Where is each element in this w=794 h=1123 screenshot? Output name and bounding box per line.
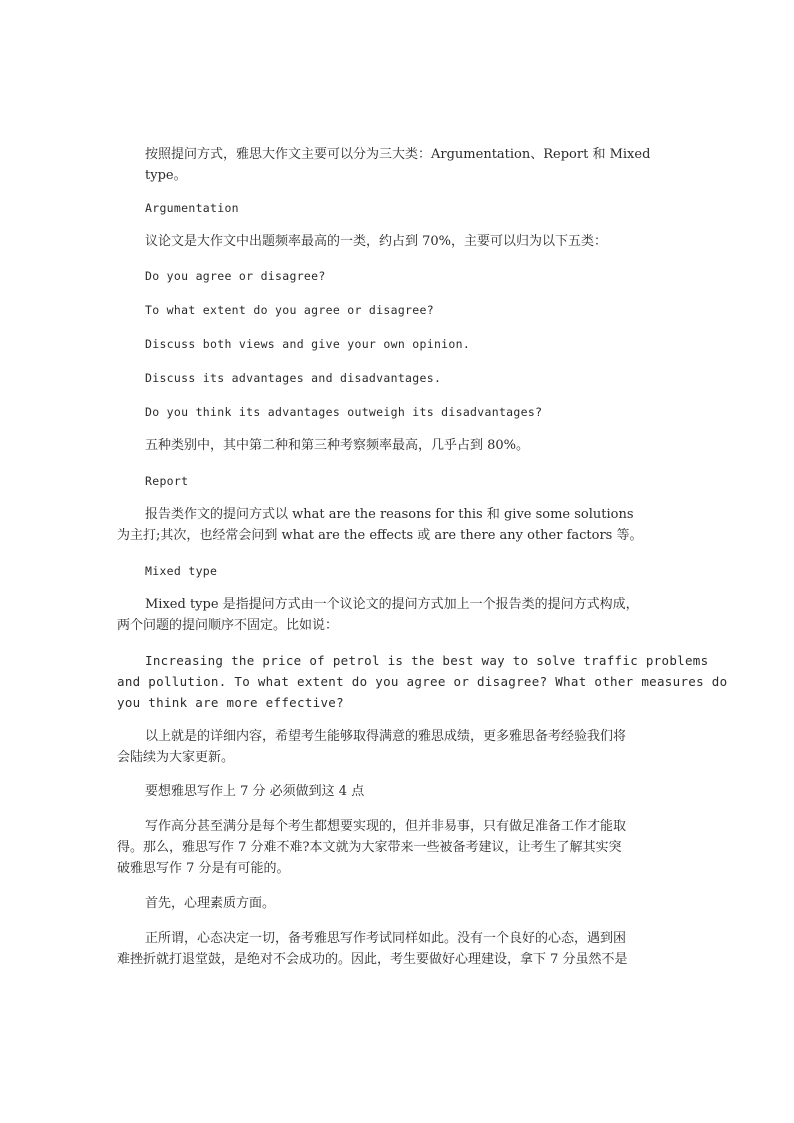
question-3: Discuss both views and give your own opinion. bbox=[145, 337, 471, 351]
seven-line-2: 得。那么，雅思写作 7 分难不难?本文就为大家带来一些被备考建议，让考生了解其实突 bbox=[117, 840, 622, 855]
question-4: Discuss its advantages and disadvantages. bbox=[145, 371, 442, 385]
report-line-2: 为主打;其次，也经常会问到 what are the effects 或 are there any other factors 等。 bbox=[117, 528, 643, 543]
intro-line-1 bbox=[145, 144, 665, 186]
first-point: 首先，心理素质方面。 bbox=[145, 896, 276, 911]
argumentation-description: 议论文是大作文中出题频率最高的一类，约占到 70%，主要可以归为以下五类： bbox=[145, 234, 608, 249]
last-line-1: 正所谓，心态决定一切，备考雅思写作考试同样如此。没有一个良好的心态，遇到困 bbox=[145, 931, 627, 946]
question-1: Do you agree or disagree? bbox=[145, 269, 326, 283]
heading-argumentation: Argumentation bbox=[145, 201, 239, 215]
example-line-1: Increasing the price of petrol is the best way to solve traffic problems bbox=[145, 653, 709, 668]
mixed-line-2: 两个问题的提问顺序不固定。比如说： bbox=[117, 618, 339, 633]
ending-line-2: 会陆续为大家更新。 bbox=[117, 750, 235, 765]
seven-line-1: 写作高分甚至满分是每个考生都想要实现的，但并非易事，只有做足准备工作才能取 bbox=[145, 819, 627, 834]
heading-report: Report bbox=[145, 474, 189, 488]
seven-line-3: 破雅思写作 7 分是有可能的。 bbox=[117, 861, 290, 876]
five-types-summary: 五种类别中，其中第二种和第三种考察频率最高，几乎占到 80%。 bbox=[145, 438, 530, 453]
section-heading-seven: 要想雅思写作上 7 分 必须做到这 4 点 bbox=[145, 784, 365, 799]
ending-line-1: 以上就是的详细内容，希望考生能够取得满意的雅思成绩，更多雅思备考经验我们将 bbox=[145, 729, 627, 744]
heading-mixed-type: Mixed type bbox=[145, 564, 218, 578]
mixed-line-1: Mixed type 是指提问方式由一个议论文的提问方式加上一个报告类的提问方式构成， bbox=[145, 597, 639, 612]
last-line-2: 难挫折就打退堂鼓，是绝对不会成功的。因此，考生要做好心理建设，拿下 7 分虽然不是 bbox=[117, 952, 628, 967]
example-line-2: and pollution. To what extent do you agree or disagree? What other measures do bbox=[117, 674, 728, 689]
question-2: To what extent do you agree or disagree? bbox=[145, 303, 434, 317]
example-line-3: you think are more effective? bbox=[117, 695, 344, 710]
intro-text: 按照提问方式，雅思大作文主要可以分为三大类：Argumentation、Report 和 Mixed type。 bbox=[145, 147, 651, 183]
question-5: Do you think its advantages outweigh its disadvantages? bbox=[145, 405, 543, 419]
report-line-1: 报告类作文的提问方式以 what are the reasons for this 和 give some solutions bbox=[145, 507, 634, 522]
